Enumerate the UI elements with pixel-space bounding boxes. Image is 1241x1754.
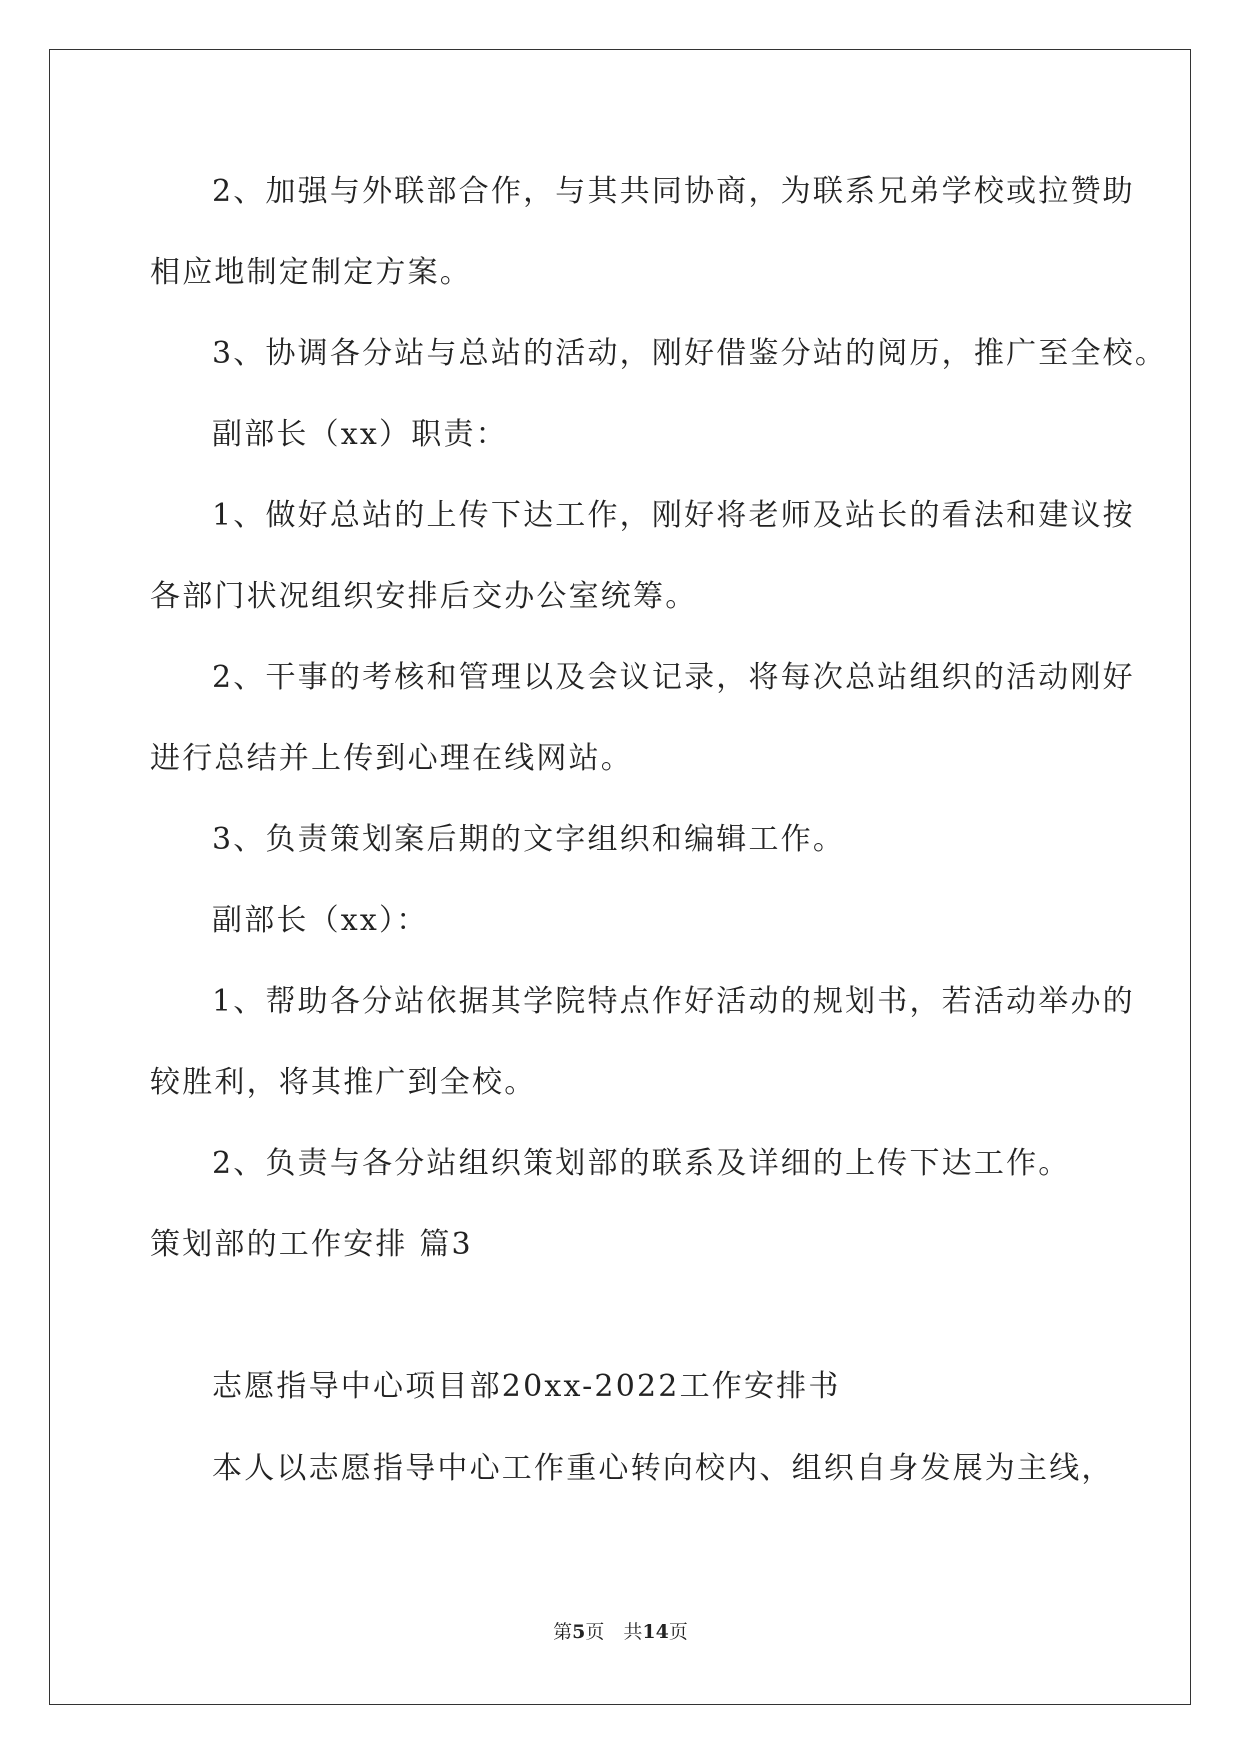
paragraph-line: 1、做好总站的上传下达工作，刚好将老师及站长的看法和建议按 bbox=[212, 498, 1135, 533]
paragraph-line: 进行总结并上传到心理在线网站。 bbox=[150, 741, 633, 776]
paragraph-line: 各部门状况组织安排后交办公室统筹。 bbox=[150, 579, 698, 614]
footer-suffix: 页 bbox=[668, 1621, 688, 1643]
section-heading: 副部长（xx）： bbox=[212, 903, 429, 938]
paragraph-line: 2、干事的考核和管理以及会议记录，将每次总站组织的活动刚好 bbox=[212, 660, 1135, 695]
paragraph-line: 2、加强与外联部合作，与其共同协商，为联系兄弟学校或拉赞助 bbox=[212, 174, 1135, 209]
paragraph-line: 相应地制定制定方案。 bbox=[150, 255, 472, 290]
paragraph-line: 本人以志愿指导中心工作重心转向校内、组织自身发展为主线， bbox=[212, 1451, 1114, 1486]
paragraph-line: 3、协调各分站与总站的活动，刚好借鉴分站的阅历，推广至全校。 bbox=[212, 336, 1168, 371]
paragraph-line: 3、负责策划案后期的文字组织和编辑工作。 bbox=[212, 822, 846, 857]
page-footer bbox=[0, 1620, 1241, 1644]
current-page-number: 5 bbox=[572, 1621, 586, 1643]
total-page-count: 14 bbox=[642, 1621, 669, 1643]
footer-mid: 页 共 bbox=[585, 1621, 643, 1643]
document-title: 志愿指导中心项目部20xx-2022工作安排书 bbox=[212, 1369, 841, 1404]
article-heading: 策划部的工作安排 篇3 bbox=[150, 1227, 473, 1262]
footer-prefix: 第 bbox=[553, 1621, 573, 1643]
section-heading: 副部长（xx）职责： bbox=[212, 417, 508, 452]
paragraph-line: 2、负责与各分站组织策划部的联系及详细的上传下达工作。 bbox=[212, 1146, 1071, 1181]
paragraph-line: 1、帮助各分站依据其学院特点作好活动的规划书，若活动举办的 bbox=[212, 984, 1135, 1019]
paragraph-line: 较胜利，将其推广到全校。 bbox=[150, 1065, 537, 1100]
